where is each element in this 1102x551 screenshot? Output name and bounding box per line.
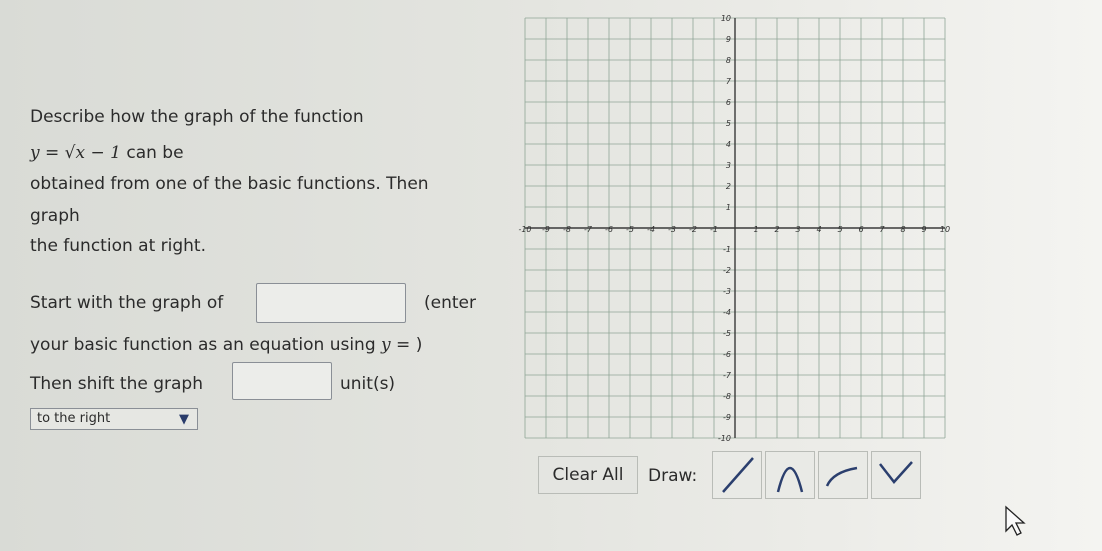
start-with-prefix: Start with the graph of bbox=[30, 293, 224, 313]
enter-var: y = bbox=[381, 335, 411, 355]
x-tick-label: -6 bbox=[605, 225, 613, 234]
y-tick-label: 1 bbox=[725, 203, 731, 212]
y-tick-label: 9 bbox=[725, 35, 731, 44]
y-tick-label: -2 bbox=[723, 266, 731, 275]
y-tick-label: -1 bbox=[723, 245, 731, 254]
y-tick-label: 10 bbox=[720, 14, 731, 23]
y-tick-label: 4 bbox=[725, 140, 731, 149]
shift-units-input[interactable] bbox=[232, 362, 332, 400]
x-tick-label: -9 bbox=[542, 225, 550, 234]
x-tick-label: -1 bbox=[710, 225, 718, 234]
line-tool-button[interactable] bbox=[712, 451, 762, 499]
y-tick-label: -10 bbox=[717, 434, 731, 443]
shift-prefix: Then shift the graph bbox=[30, 374, 203, 394]
question-line-4: graph bbox=[30, 206, 80, 226]
x-tick-label: -2 bbox=[689, 225, 697, 234]
question-line-3: obtained from one of the basic functions. Then bbox=[30, 174, 429, 194]
start-with-suffix: (enter bbox=[424, 293, 476, 313]
parabola-tool-button[interactable] bbox=[765, 451, 815, 499]
x-tick-labels bbox=[518, 225, 950, 234]
y-tick-label: 6 bbox=[725, 98, 731, 107]
shift-suffix: unit(s) bbox=[340, 374, 396, 394]
x-tick-label: 1 bbox=[753, 225, 759, 234]
draw-label: Draw: bbox=[648, 466, 698, 486]
direction-select-value: to the right bbox=[37, 411, 111, 426]
x-tick-label: -10 bbox=[518, 225, 532, 234]
y-tick-label: 3 bbox=[725, 161, 731, 170]
x-tick-label: 5 bbox=[837, 225, 843, 234]
x-tick-label: 6 bbox=[858, 225, 864, 234]
y-tick-label: 5 bbox=[725, 119, 731, 128]
y-tick-label: -5 bbox=[723, 329, 731, 338]
enter-instructions bbox=[30, 335, 422, 355]
x-tick-label: -3 bbox=[668, 225, 676, 234]
direction-select[interactable] bbox=[30, 408, 198, 430]
y-tick-label: -8 bbox=[723, 392, 731, 401]
x-tick-label: -5 bbox=[626, 225, 634, 234]
square-root-tool-button[interactable] bbox=[818, 451, 868, 499]
absolute-value-tool-button[interactable] bbox=[871, 451, 921, 499]
parabola-tool-icon bbox=[766, 452, 814, 498]
y-tick-label: -7 bbox=[723, 371, 731, 380]
x-tick-label: -7 bbox=[584, 225, 592, 234]
y-tick-label: 2 bbox=[725, 182, 731, 191]
enter-instructions-text: your basic function as an equation using bbox=[30, 335, 376, 355]
x-tick-label: 2 bbox=[774, 225, 780, 234]
question-can-be: can be bbox=[126, 143, 184, 163]
absolute-value-tool-icon bbox=[872, 452, 920, 498]
x-tick-label: -8 bbox=[563, 225, 571, 234]
y-tick-label: 8 bbox=[725, 56, 731, 65]
x-tick-label: 8 bbox=[900, 225, 906, 234]
x-tick-label: -4 bbox=[647, 225, 655, 234]
x-tick-label: 9 bbox=[921, 225, 927, 234]
x-tick-label: 10 bbox=[939, 225, 951, 234]
question-line-2 bbox=[30, 143, 184, 163]
function-equation: y = √x − 1 bbox=[30, 143, 121, 163]
question-line-5: the function at right. bbox=[30, 236, 206, 256]
x-tick-label: 4 bbox=[816, 225, 822, 234]
x-tick-label: 3 bbox=[795, 225, 801, 234]
mouse-cursor-icon bbox=[1004, 505, 1030, 537]
square-root-tool-icon bbox=[819, 452, 867, 498]
line-tool-icon bbox=[713, 452, 761, 498]
coordinate-graph[interactable] bbox=[515, 8, 955, 448]
enter-close: ) bbox=[415, 335, 423, 355]
chevron-down-icon: ▼ bbox=[179, 412, 189, 427]
y-tick-label: -3 bbox=[723, 287, 731, 296]
basic-function-input[interactable] bbox=[256, 283, 406, 323]
y-tick-label: -4 bbox=[723, 308, 731, 317]
y-tick-label: -6 bbox=[723, 350, 731, 359]
question-line-1: Describe how the graph of the function bbox=[30, 107, 364, 127]
clear-all-button[interactable]: Clear All bbox=[538, 456, 638, 494]
y-tick-label: -9 bbox=[723, 413, 731, 422]
x-tick-label: 7 bbox=[879, 225, 885, 234]
y-tick-label: 7 bbox=[725, 77, 731, 86]
